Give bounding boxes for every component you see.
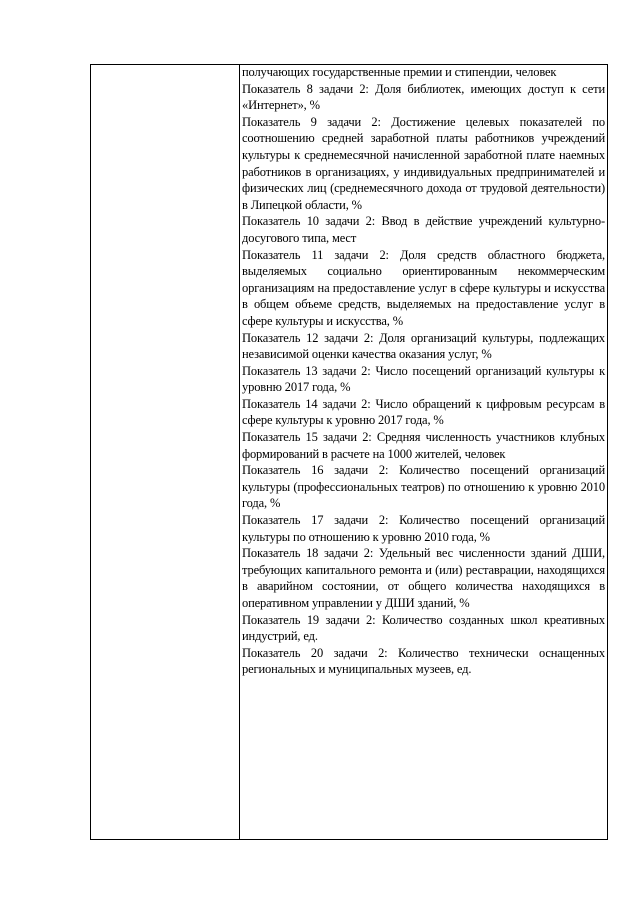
indicator-table — [90, 64, 608, 840]
indicator-13: Показатель 13 задачи 2: Число посещений организаций культуры к уровню 2017 года, % — [242, 363, 605, 395]
indicator-7-continuation: получающих государственные премии и стипендии, человек — [242, 65, 557, 79]
indicator-11: Показатель 11 задачи 2: Доля средств областного бюджета, выделяемых социально ориентированным некоммерческим организациям на предоставление услуг в сфере культуры и искусства в общем объеме средств, выделяемых на предоставление услуг в сфере культуры и искусства, % — [242, 247, 605, 328]
indicator-9: Показатель 9 задачи 2: Достижение целевых показателей по соотношению средней заработной платы работников учреждений культуры к среднемесячной начисленной заработной плате наемных работников в организациях, у индивидуальных предпринимателей и физических лиц (среднемесячного дохода от трудовой деятельности) в Липецкой области, % — [242, 114, 605, 212]
indicator-12: Показатель 12 задачи 2: Доля организаций культуры, подлежащих независимой оценки качества оказания услуг, % — [242, 330, 605, 362]
indicator-10: Показатель 10 задачи 2: Ввод в действие учреждений культурно-досугового типа, мест — [242, 214, 605, 245]
indicator-17: Показатель 17 задачи 2: Количество посещений организаций культуры по отношению к уровню 2010 года, % — [242, 513, 605, 544]
indicator-20: Показатель 20 задачи 2: Количество технически оснащенных региональных и муниципальных музеев, ед. — [242, 645, 605, 677]
indicator-8: Показатель 8 задачи 2: Доля библиотек, имеющих доступ к сети «Интернет», % — [242, 81, 605, 113]
table-right-cell — [241, 65, 607, 839]
indicator-16: Показатель 16 задачи 2: Количество посещений организаций культуры (профессиональных театров) по отношению к уровню 2010 года, % — [242, 463, 605, 511]
table-left-cell — [91, 65, 240, 839]
indicator-19: Показатель 19 задачи 2: Количество созданных школ креативных индустрий, ед. — [242, 612, 605, 644]
indicator-14: Показатель 14 задачи 2: Число обращений к цифровым ресурсам в сфере культуры к уровню 2017 года, % — [242, 396, 605, 428]
indicator-18: Показатель 18 задачи 2: Удельный вес численности зданий ДШИ, требующих капитального ремонта и (или) реставрации, находящихся в аварийном состоянии, от общего количества находящихся в оперативном управлении у ДШИ зданий, % — [242, 546, 605, 610]
indicator-15: Показатель 15 задачи 2: Средняя численность участников клубных формирований в расчете на 1000 жителей, человек — [242, 430, 605, 461]
